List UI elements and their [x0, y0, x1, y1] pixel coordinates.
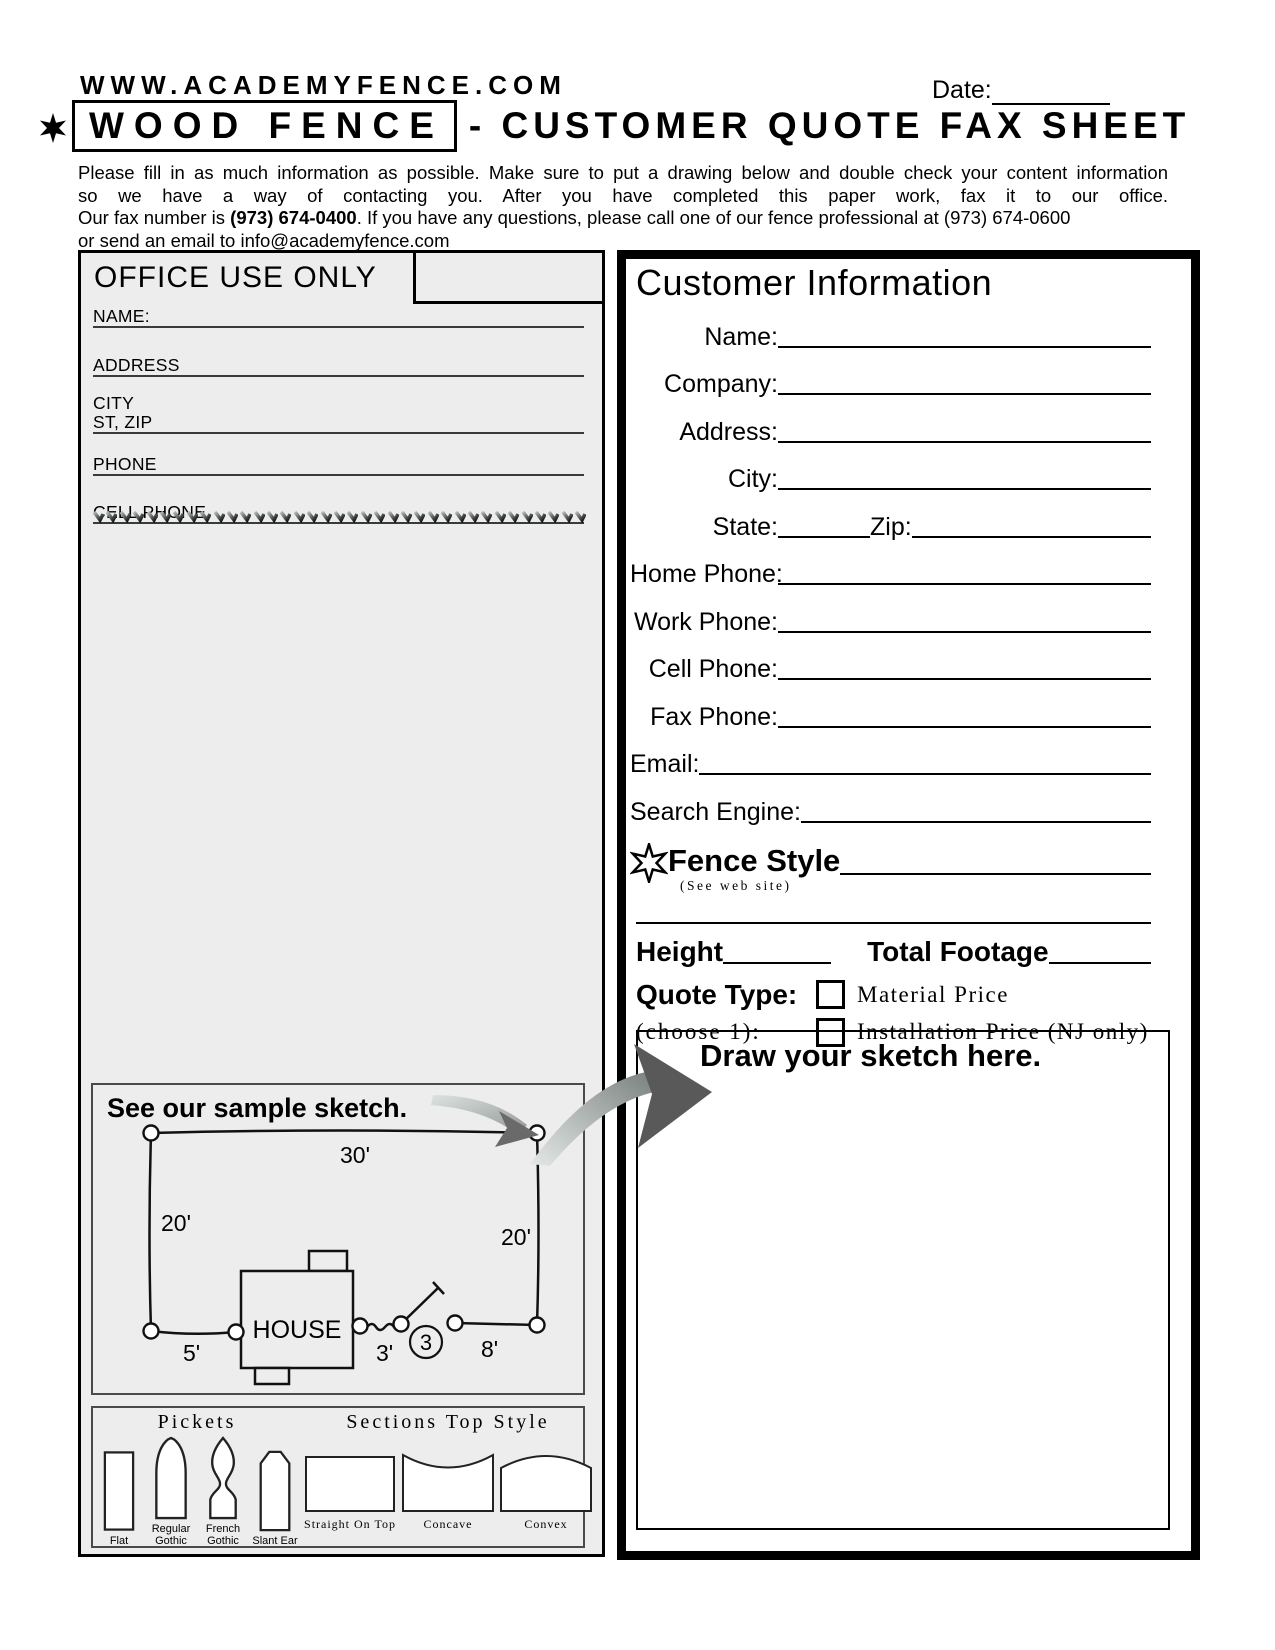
intro-paragraph	[78, 162, 1168, 252]
office-panel-title: OFFICE USE ONLY	[94, 261, 377, 294]
intro-line: or send an email to info@academyfence.com	[78, 229, 450, 251]
zigzag-chevron-icon	[562, 510, 573, 523]
gate-count-label: 3	[419, 1330, 433, 1355]
picket-label: Regular Gothic	[151, 1523, 191, 1547]
house-label: HOUSE	[252, 1316, 342, 1344]
picket-option-french-gothic[interactable]	[197, 1436, 249, 1547]
zip-write-line[interactable]	[912, 536, 1151, 538]
sample-sketch-drawing	[93, 1085, 583, 1393]
fence-style-write-line-2[interactable]	[636, 922, 1151, 924]
zigzag-chevron-icon	[441, 510, 452, 523]
customer-info-title: Customer Information	[636, 262, 993, 303]
zigzag-chevron-icon	[522, 510, 533, 523]
intro-line: Our fax number is (973) 674-0400. If you have any questions, please call one of our fence professional at (973) 674-0600	[78, 207, 1071, 228]
quote-type-row-1	[636, 979, 1151, 1011]
intro-line: Please fill in as much information as possible. Make sure to put a drawing below and double check your content information	[78, 162, 1168, 183]
flat-picket-icon	[103, 1450, 135, 1532]
solid-star-icon	[38, 112, 68, 144]
title-suffix-text: - CUSTOMER QUOTE FAX SHEET	[468, 105, 1191, 146]
zigzag-chevron-icon	[187, 510, 198, 523]
pickets-title: Pickets	[157, 1411, 237, 1433]
website-text: WWW.ACADEMYFENCE.COM	[80, 70, 567, 100]
slant-ear-picket-icon	[258, 1450, 292, 1532]
zigzag-chevron-icon	[147, 510, 158, 523]
section-label: Convex	[524, 1517, 568, 1531]
dim-3ft-label: 3'	[376, 1340, 394, 1366]
dim-right-label: 20'	[501, 1224, 531, 1250]
material-price-checkbox[interactable]	[816, 980, 845, 1009]
fax-phone-write-line[interactable]	[778, 726, 1151, 728]
height-write-line[interactable]	[723, 962, 831, 964]
home-phone-write-line[interactable]	[778, 583, 1151, 585]
field-row-cell-phone: Cell Phone:	[630, 636, 1151, 684]
office-use-panel	[78, 250, 605, 1557]
zigzag-chevron-icon	[334, 510, 345, 523]
office-field-name[interactable]	[93, 301, 584, 328]
date-label: Date:	[932, 76, 992, 104]
zigzag-chevron-icon	[535, 510, 546, 523]
intro-line: so we have a way of contacting you. After you have completed this paper work, fax it to our office.	[78, 184, 1168, 206]
total-footage-label: Total Footage	[867, 935, 1049, 967]
zigzag-chevron-icon	[508, 510, 519, 523]
french-gothic-picket-icon	[206, 1436, 240, 1520]
zigzag-chevron-icon	[455, 510, 466, 523]
zigzag-chevron-icon	[361, 510, 372, 523]
material-price-label: Material Price	[857, 981, 1009, 1007]
zigzag-chevron-icon	[173, 510, 184, 523]
zigzag-chevron-icon	[227, 510, 238, 523]
field-row-state-zip: State: Zip:	[630, 493, 1151, 541]
field-row-fax-phone: Fax Phone:	[630, 683, 1151, 731]
fence-style-row	[630, 836, 1151, 878]
company-write-line[interactable]	[778, 393, 1151, 395]
draw-sketch-title: Draw your sketch here.	[700, 1038, 1042, 1073]
zigzag-chevron-icon	[200, 510, 211, 523]
field-row-search-engine: Search Engine:	[630, 778, 1151, 826]
zigzag-chevron-icon	[495, 510, 506, 523]
email-write-line[interactable]	[699, 773, 1151, 775]
quote-type-label: Quote Type:	[636, 978, 798, 1010]
field-label: ST, ZIP	[93, 412, 153, 432]
height-label: Height	[636, 935, 724, 967]
pickets-group	[93, 1408, 301, 1546]
dim-8ft-label: 8'	[481, 1336, 499, 1362]
dim-top-label: 30'	[340, 1142, 370, 1168]
search-engine-write-line[interactable]	[801, 821, 1151, 823]
zigzag-chevron-icon	[160, 510, 171, 523]
customer-info-panel	[617, 250, 1200, 1560]
zigzag-chevron-icon	[428, 510, 439, 523]
zigzag-chevron-icon	[388, 510, 399, 523]
field-label: CELL PHONE	[93, 502, 207, 522]
cell-phone-write-line[interactable]	[778, 678, 1151, 680]
zigzag-chevron-icon	[307, 510, 318, 523]
fence-style-write-line[interactable]	[840, 873, 1151, 875]
sample-sketch-title: See our sample sketch.	[107, 1093, 408, 1123]
section-option-concave[interactable]	[400, 1436, 496, 1532]
zigzag-chevron-icon	[280, 510, 291, 523]
state-write-line[interactable]	[778, 536, 870, 538]
field-label: NAME:	[93, 306, 150, 326]
total-footage-write-line[interactable]	[1049, 962, 1151, 964]
zigzag-chevron-icon	[254, 510, 265, 523]
picket-label: Slant Ear	[252, 1535, 298, 1547]
field-row-name: Name:	[630, 303, 1151, 351]
sample-sketch-box	[91, 1083, 585, 1395]
height-footage-row	[636, 936, 1151, 967]
zigzag-chevron-icon	[481, 510, 492, 523]
concave-top-icon	[402, 1452, 494, 1512]
field-row-address: Address:	[630, 398, 1151, 446]
zigzag-chevron-icon	[294, 510, 305, 523]
field-row-company: Company:	[630, 351, 1151, 399]
sections-group	[301, 1408, 595, 1546]
city-write-line[interactable]	[778, 488, 1151, 490]
fence-style-label: Fence Style	[668, 842, 841, 878]
dim-left-label: 20'	[161, 1210, 191, 1236]
dim-5ft-label: 5'	[183, 1340, 201, 1366]
field-label: PHONE	[93, 454, 157, 474]
zigzag-chevron-icon	[321, 510, 332, 523]
sheet-title	[38, 100, 1190, 152]
installation-price-label: Installation Price (NJ only)	[857, 1019, 1149, 1044]
fence-style-note: (See web site)	[680, 877, 792, 893]
office-field-address[interactable]	[93, 356, 584, 377]
section-option-straight[interactable]	[302, 1436, 398, 1532]
title-boxed-text: WOOD FENCE	[72, 100, 457, 152]
customer-fields	[630, 303, 1151, 826]
zigzag-chevron-icon	[267, 510, 278, 523]
zigzag-chevron-icon	[133, 510, 144, 523]
convex-top-icon	[500, 1452, 592, 1512]
address-write-line[interactable]	[778, 441, 1151, 443]
regular-gothic-picket-icon	[154, 1436, 188, 1520]
field-row-email: Email:	[630, 731, 1151, 779]
office-fields	[93, 301, 584, 524]
picket-option-regular-gothic[interactable]	[145, 1436, 197, 1547]
section-label: Straight On Top	[304, 1517, 396, 1531]
straight-top-icon	[305, 1456, 395, 1512]
zigzag-chevron-icon	[214, 510, 225, 523]
zigzag-chevron-icon	[575, 510, 586, 523]
name-write-line[interactable]	[778, 346, 1151, 348]
zigzag-chevron-icon	[401, 510, 412, 523]
zigzag-chevron-icon	[240, 510, 251, 523]
zigzag-chevron-icon	[468, 510, 479, 523]
picket-label: French Gothic	[205, 1523, 241, 1547]
picket-option-flat[interactable]	[93, 1448, 145, 1547]
zigzag-chevron-icon	[347, 510, 358, 523]
field-row-home-phone: Home Phone:	[630, 541, 1151, 589]
zigzag-chevron-icon	[414, 510, 425, 523]
choose-one-label: (choose 1):	[636, 1019, 761, 1044]
fax-number: (973) 674-0400	[230, 207, 357, 228]
zigzag-chevron-icon	[93, 510, 104, 523]
zigzag-divider	[93, 510, 590, 523]
field-label: CITY	[93, 393, 135, 413]
zigzag-chevron-icon	[548, 510, 559, 523]
picket-label: Flat	[109, 1535, 129, 1547]
styles-box	[91, 1406, 585, 1548]
field-row-work-phone: Work Phone:	[630, 588, 1151, 636]
office-field-city-st-zip[interactable]	[93, 394, 584, 434]
field-row-city: City:	[630, 446, 1151, 494]
field-label: ADDRESS	[93, 355, 180, 375]
outline-star-icon	[630, 843, 668, 883]
zigzag-chevron-icon	[374, 510, 385, 523]
office-stamp-box	[413, 253, 602, 304]
picket-option-slant-ear[interactable]	[249, 1448, 301, 1547]
zigzag-chevron-icon	[120, 510, 131, 523]
zigzag-chevron-icon	[106, 510, 117, 523]
section-option-convex[interactable]	[498, 1436, 594, 1532]
sections-title: Sections Top Style	[346, 1411, 550, 1433]
work-phone-write-line[interactable]	[778, 631, 1151, 633]
section-label: Concave	[423, 1517, 473, 1531]
big-arrow-icon	[528, 1016, 728, 1166]
office-field-phone[interactable]	[93, 455, 584, 476]
